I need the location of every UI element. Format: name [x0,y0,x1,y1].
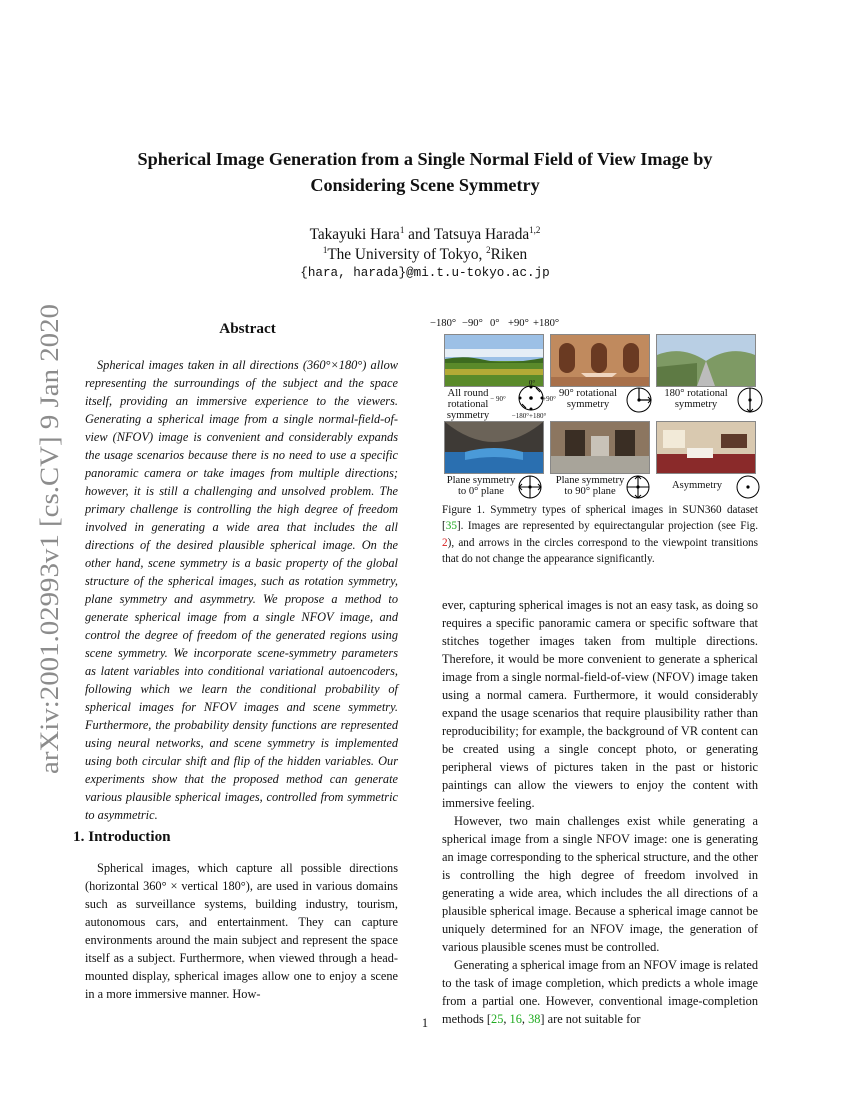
asym-circle [734,473,762,501]
intro-text: Spherical images, which capture all possible directions (horizontal 360° × vertical 180°), are used in various domains such as surveillance systems, building industry, tourism, autonomous cars, and entertainment. They can capture environments around the main subject and represent the space itself as a subject. Furthermore, when viewed through a head-mounted display, spherical images allow one to enjoy a scene in a more immersive manner. How- [85,861,398,1002]
label-asym: Asymmetry [671,480,723,491]
thumb-plane-symmetry-90 [550,421,650,474]
circle-label-left: − 90° [490,395,506,403]
circle-label-bottom: −180°+180° [511,412,547,420]
label-plane0: Plane symmetry to 0° plane [446,475,516,497]
figure-1-caption: Figure 1. Symmetry types of spherical images in SUN360 dataset [35]. Images are represented by equirectangular projection (see Fig. 2), and arrows in the circles correspond to the viewpoint transitions that do not change the appearance significantly. [442,504,758,566]
axis-label-p180: +180° [533,318,560,329]
right-paragraph-2: However, two main challenges exist while generating a spherical image from a single NFOV image: one is generating an image corresponding to the spherical structure, and the other is controlling the high degree of freedom involved in generating a wide area, which includes the all directions of a plausible spherical image. Because a spherical image cannot be uniquely determined for an NFOV image, the generation of various plausible scenes must be controlled. [442,814,758,955]
thumb-plane-symmetry-0 [444,421,544,474]
affiliations: $^1$The University of Tokyo, $^2$Riken [322,244,528,263]
label-all-round: All round rotational symmetry [446,388,490,421]
plane0-circle [516,473,544,501]
author-2: Tatsuya Harada [433,226,530,243]
author-email[interactable]: {hara, harada}@mi.t.u-tokyo.ac.jp [300,266,550,280]
page-number: 1 [421,1016,429,1030]
author-names [200,225,650,245]
thumb-asymmetry [656,421,756,474]
label-plane90: Plane symmetry to 90° plane [555,475,625,497]
arxiv-identifier [17,298,72,778]
axis-label-zero: 0° [490,318,500,329]
citation-link-38[interactable]: 38 [528,1012,541,1027]
citation-link-16[interactable]: 16 [509,1012,522,1027]
author-1-affil: 1 [399,224,405,235]
title-line-1: Spherical Image Generation from a Single Normal Field of View Image by [137,149,713,169]
circle-label-top: 0° [528,379,536,387]
figure-1 [430,318,775,498]
abstract-text: Spherical images taken in all directions (360°×180°) allow representing the surroundings of the subject and the space itself, providing an immersive experience to the viewers. Generating a spherical image from a single normal-field-of-view (NFOV) image is convenient and considerably expands the usage scenarios because there is no need to use a specific panoramic camera or take images from multiple directions; however, it is still a challenging and unsolved problem. The primary challenge is controlling the high degree of freedom involved in generating a wide area that includes the all directions of the desired plausible spherical image. On the other hand, scene symmetry is a basic property of the global structure of the spherical images, such as rotation symmetry, plane symmetry and asymmetry. We propose a method to generate spherical image from a single NFOV image, and control the degree of freedom of the generated regions using scene symmetry. We incorporate scene-symmetry parameters as latent variables into conditional variational autoencoders, following which we learn the conditional probability of spherical images for NFOV images and scene symmetry. Furthermore, the probability density functions are represented using neural networks, and scene symmetry is implemented using both circular shift and flip of the hidden variables. Our experiments show that the proposed method can generate various plausible spherical images, controlled from symmetric to asymmetric. [85,358,398,823]
intro-heading: 1. Introduction [73,828,171,845]
right-paragraph-3: Generating a spherical image from an NFOV image is related to the task of image completion, which predicts a whole image from a partial one. However, conventional image-completion methods [25, 16, 38] are not suitable for [442,958,758,1027]
citation-link-25[interactable]: 25 [491,1012,504,1027]
axis-label-m90: −90° [462,318,483,329]
plane90-circle [624,473,652,501]
title-line-2: Considering Scene Symmetry [310,175,540,195]
circle-label-right: +90° [542,395,556,403]
author-block [200,225,650,265]
right-paragraph-1: ever, capturing spherical images is not an easy task, as doing so requires a specific panoramic camera or specific software that stitches together images taken from multiple directions. Therefore, it would be more convenient to generate a spherical image from a single normal-field-of-view (NFOV) image taken using a normal camera. Furthermore, it would considerably expand the usage scenarios that require plausibility rather than reproducibility; for example, the background of VR content can be created using a single concept photo, or generating peripheral views of pictures taken in the past or historic paintings can allow the viewers to enjoy the content with immersive feeling. [442,598,758,811]
label-rot90: 90° rotational symmetry [558,388,618,410]
label-rot180: 180° rotational symmetry [664,388,728,410]
thumb-90-rotational [550,334,650,387]
paper-title [60,146,790,198]
author-1: Takayuki Hara [309,226,400,243]
author-2-affil: 1,2 [529,224,541,235]
axis-label-p90: +90° [508,318,529,329]
abstract-heading: Abstract [219,320,276,337]
axis-label-m180: −180° [430,318,457,329]
right-column-text [442,596,758,1028]
caption-citation-link[interactable]: 35 [445,520,457,533]
thumb-180-rotational [656,334,756,387]
rot180-circle [735,385,765,415]
rot90-circle [624,385,654,415]
author-and: and [404,226,434,243]
arxiv-text: arXiv:2001.02993v1 [cs.CV] 9 Jan 2020 [35,350,64,774]
caption-figure-link[interactable]: 2 [442,536,448,549]
